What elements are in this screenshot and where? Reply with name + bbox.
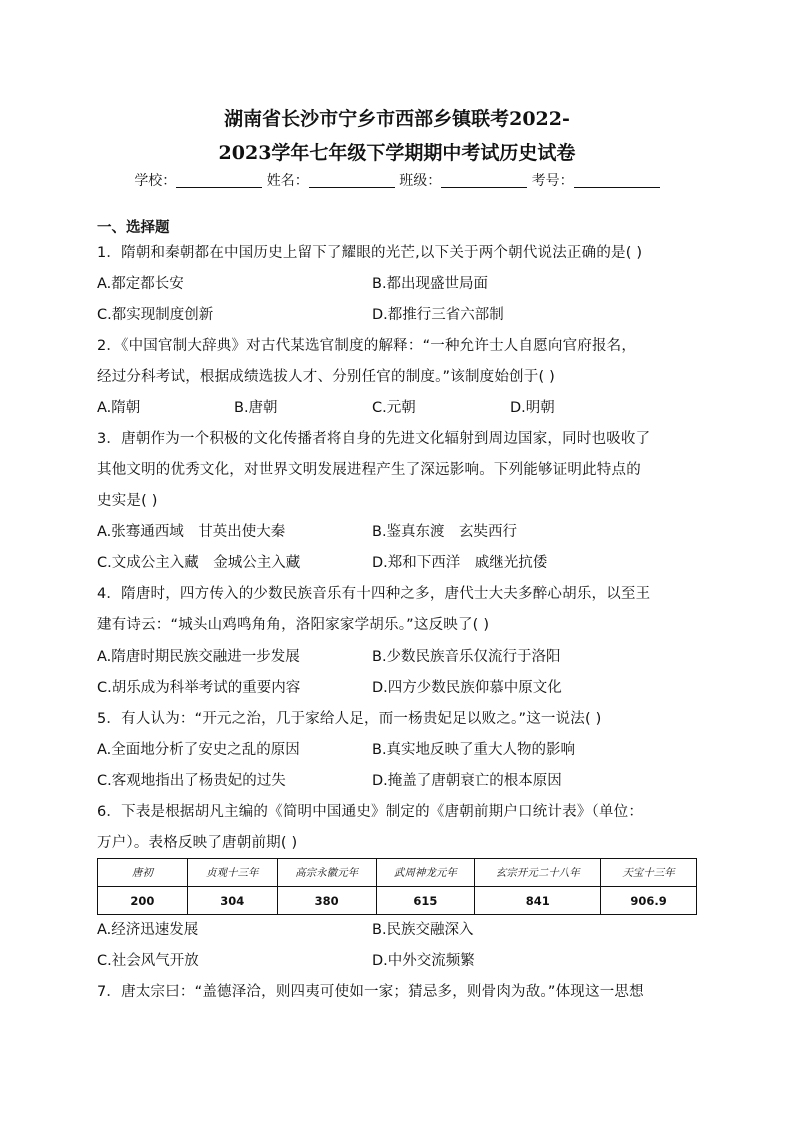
question-4-stem-line2: 建有诗云：“城头山鸡鸣角角，洛阳家家学胡乐。”这反映了( ) [97,617,490,633]
question-3-stem-line2: 其他文明的优秀文化，对世界文明发展进程产生了深远影响。下列能够证明此特点的 [97,462,641,478]
question-4-option-a: A.隋唐时期民族交融进一步发展 [97,649,300,665]
table-header-cell: 贞观十三年 [187,859,277,887]
table-cell: 304 [187,887,277,915]
question-2-option-a: A.隋朝 [97,400,141,416]
name-label: 姓名： [266,173,309,189]
school-label: 学校： [134,173,177,189]
question-2-stem-line1: 2．《中国官制大辞典》对古代某选官制度的解释：“一种允许士人自愿向官府报名， [97,338,637,354]
question-1-option-a: A.都定都长安 [97,276,184,292]
question-5-option-b: B.真实地反映了重大人物的影响 [372,742,576,758]
table-header-cell: 高宗永徽元年 [277,859,376,887]
question-6-option-d: D.中外交流频繁 [372,953,475,969]
question-3-stem-line1: 3．唐朝作为一个积极的文化传播者将自身的先进文化辐射到周边国家，同时也吸收了 [97,431,651,447]
school-blank [176,173,262,188]
question-3-option-b: B.鉴真东渡 玄奘西行 [372,524,518,540]
household-statistics-table [97,858,697,915]
table-cell: 841 [475,887,601,915]
question-6-option-c: C.社会风气开放 [97,953,199,969]
table-cell: 906.9 [601,887,697,915]
table-header-cell: 玄宗开元二十八年 [475,859,601,887]
question-3-stem-line3: 史实是( ) [97,493,158,509]
exam-title-line1: 湖南省长沙市宁乡市西部乡镇联考2022- [224,108,570,130]
question-2-option-d: D.明朝 [510,400,555,416]
question-3-option-d: D.郑和下西洋 戚继光抗倭 [372,555,548,571]
question-6-option-b: B.民族交融深入 [372,922,474,938]
question-6-stem-line2: 万户）。表格反映了唐朝前期( ) [97,835,298,851]
class-blank [441,173,527,188]
question-1-stem: 1．隋朝和秦朝都在中国历史上留下了耀眼的光芒,以下关于两个朝代说法正确的是( ) [97,245,643,261]
exam-title-line2: 2023学年七年级下学期期中考试历史试卷 [218,142,576,164]
table-header-cell: 唐初 [98,859,188,887]
question-3-option-c: C.文成公主入藏 金城公主入藏 [97,555,301,571]
question-6-option-a: A.经济迅速发展 [97,922,199,938]
question-3-option-a: A.张骞通西域 甘英出使大秦 [97,524,286,540]
question-1-option-b: B.都出现盛世局面 [372,276,489,292]
question-4-option-c: C.胡乐成为科举考试的重要内容 [97,680,301,696]
question-5-option-d: D.掩盖了唐朝衰亡的根本原因 [372,773,562,789]
table-cell: 380 [277,887,376,915]
class-label: 班级： [399,173,442,189]
table-header-row [98,859,697,887]
question-4-stem-line1: 4．隋唐时，四方传入的少数民族音乐有十四种之多，唐代士大夫多醉心胡乐，以至王 [97,586,651,602]
question-1-option-d: D.都推行三省六部制 [372,307,504,323]
question-4-option-d: D.四方少数民族仰慕中原文化 [372,680,562,696]
question-5-option-c: C.客观地指出了杨贵妃的过失 [97,773,286,789]
question-4-option-b: B.少数民族音乐仅流行于洛阳 [372,649,561,665]
question-6-stem-line1: 6．下表是根据胡凡主编的《简明中国通史》制定的《唐朝前期户口统计表》（单位： [97,804,644,820]
section-heading: 一、选择题 [97,220,170,236]
question-2-stem-line2: 经过分科考试，根据成绩选拔人才、分别任官的制度。”该制度始创于( ) [97,369,555,385]
table-header-cell: 天宝十三年 [601,859,697,887]
question-5-stem: 5．有人认为：“开元之治，几于家给人足，而一杨贵妃足以败之。”这一说法( ) [97,711,602,727]
question-5-option-a: A.全面地分析了安史之乱的原因 [97,742,300,758]
table-header-cell: 武周神龙元年 [376,859,475,887]
table-cell: 615 [376,887,475,915]
question-2-option-b: B.唐朝 [234,400,278,416]
question-1-option-c: C.都实现制度创新 [97,307,214,323]
table-cell: 200 [98,887,188,915]
student-info-row [0,170,794,190]
question-7-stem: 7．唐太宗曰：“盖德泽洽，则四夷可使如一家；猜忌多，则骨肉为敌。”体现这一思想 [97,984,644,1000]
name-blank [309,173,395,188]
question-2-option-c: C.元朝 [372,400,416,416]
number-label: 考号： [531,173,574,189]
table-row [98,887,697,915]
number-blank [574,173,660,188]
